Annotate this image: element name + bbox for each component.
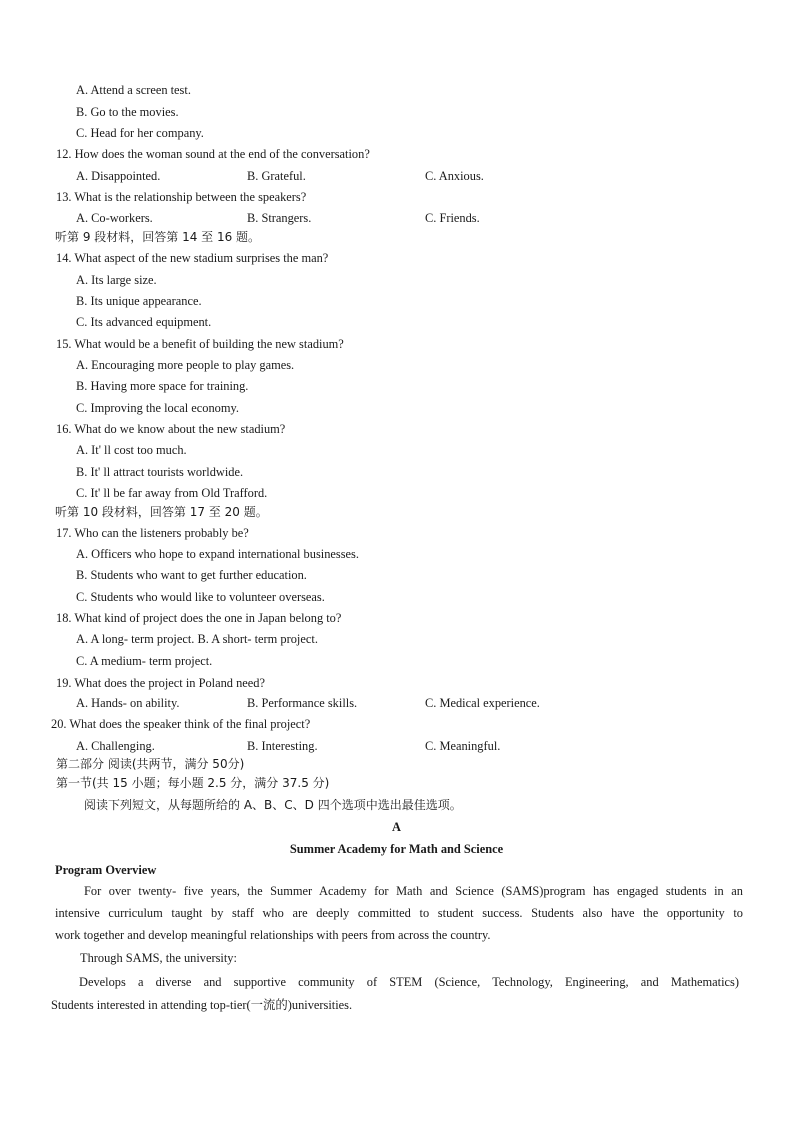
q11-option-a: A. Attend a screen test. [76, 83, 191, 97]
q12-option-c: C. Anxious. [425, 169, 484, 183]
q13-option-c: C. Friends. [425, 211, 480, 225]
q11-option-b: B. Go to the movies. [76, 105, 179, 119]
q18-option-ab: A. A long- term project. B. A short- term project. [76, 632, 318, 646]
q19-option-a: A. Hands- on ability. [76, 696, 180, 710]
paragraph-1-line-2: intensive curriculum taught by staff who are deeply committed to student success. Students also have the opportunity to [55, 906, 743, 920]
q12-stem: 12. How does the woman sound at the end of the conversation? [56, 147, 370, 161]
paragraph-1-line-3: work together and develop meaningful relationships with peers from across the country. [55, 928, 491, 942]
q12-option-a: A. Disappointed. [76, 169, 161, 183]
q16-option-c: C. It' ll be far away from Old Trafford. [76, 486, 268, 500]
section-9-instruction: 听第 9 段材料，回答第 14 至 16 题。 [55, 230, 261, 244]
q20-stem: 20. What does the speaker think of the final project? [51, 717, 311, 731]
q17-stem: 17. Who can the listeners probably be? [56, 526, 249, 540]
q12-option-b: B. Grateful. [247, 169, 306, 183]
q19-option-c: C. Medical experience. [425, 696, 540, 710]
q14-stem: 14. What aspect of the new stadium surprises the man? [56, 251, 329, 265]
q14-option-c: C. Its advanced equipment. [76, 315, 212, 329]
reading-instruction: 阅读下列短文，从每题所给的 A、B、C、D 四个选项中选出最佳选项。 [84, 798, 462, 812]
q20-option-b: B. Interesting. [247, 739, 318, 753]
q11-option-c: C. Head for her company. [76, 126, 204, 140]
q20-option-c: C. Meaningful. [425, 739, 501, 753]
paragraph-2-line-1: Develops a diverse and supportive community of STEM (Science, Technology, Engineering, and Mathematics) [79, 975, 739, 989]
q16-stem: 16. What do we know about the new stadium? [56, 422, 286, 436]
q19-stem: 19. What does the project in Poland need? [56, 676, 265, 690]
section-10-instruction: 听第 10 段材料，回答第 17 至 20 题。 [55, 505, 268, 519]
q13-stem: 13. What is the relationship between the speakers? [56, 190, 307, 204]
q17-option-a: A. Officers who hope to expand international businesses. [76, 547, 359, 561]
part-two-heading: 第二部分 阅读(共两节，满分 50分) [56, 757, 245, 771]
passage-letter: A [392, 820, 401, 834]
paragraph-1-line-1: For over twenty- five years, the Summer Academy for Math and Science (SAMS)program has engaged students in an [84, 884, 743, 898]
q15-option-c: C. Improving the local economy. [76, 401, 239, 415]
q15-option-b: B. Having more space for training. [76, 379, 249, 393]
q15-option-a: A. Encouraging more people to play games. [76, 358, 295, 372]
through-sams-line: Through SAMS, the university: [80, 951, 237, 965]
paragraph-2-line-2: Students interested in attending top-tier(一流的)universities. [51, 998, 353, 1012]
passage-title: Summer Academy for Math and Science [289, 842, 504, 856]
q15-stem: 15. What would be a benefit of building the new stadium? [56, 337, 344, 351]
q17-option-c: C. Students who would like to volunteer overseas. [76, 590, 325, 604]
q14-option-a: A. Its large size. [76, 273, 157, 287]
section-one-heading: 第一节(共 15 小题；每小题 2.5 分，满分 37.5 分) [56, 776, 330, 790]
program-overview-heading: Program Overview [55, 863, 157, 877]
q16-option-b: B. It' ll attract tourists worldwide. [76, 465, 244, 479]
q13-option-b: B. Strangers. [247, 211, 312, 225]
q16-option-a: A. It' ll cost too much. [76, 443, 187, 457]
q17-option-b: B. Students who want to get further education. [76, 568, 307, 582]
q14-option-b: B. Its unique appearance. [76, 294, 202, 308]
q18-stem: 18. What kind of project does the one in Japan belong to? [56, 611, 342, 625]
q13-option-a: A. Co-workers. [76, 211, 153, 225]
q19-option-b: B. Performance skills. [247, 696, 358, 710]
q18-option-c: C. A medium- term project. [76, 654, 213, 668]
q20-option-a: A. Challenging. [76, 739, 155, 753]
